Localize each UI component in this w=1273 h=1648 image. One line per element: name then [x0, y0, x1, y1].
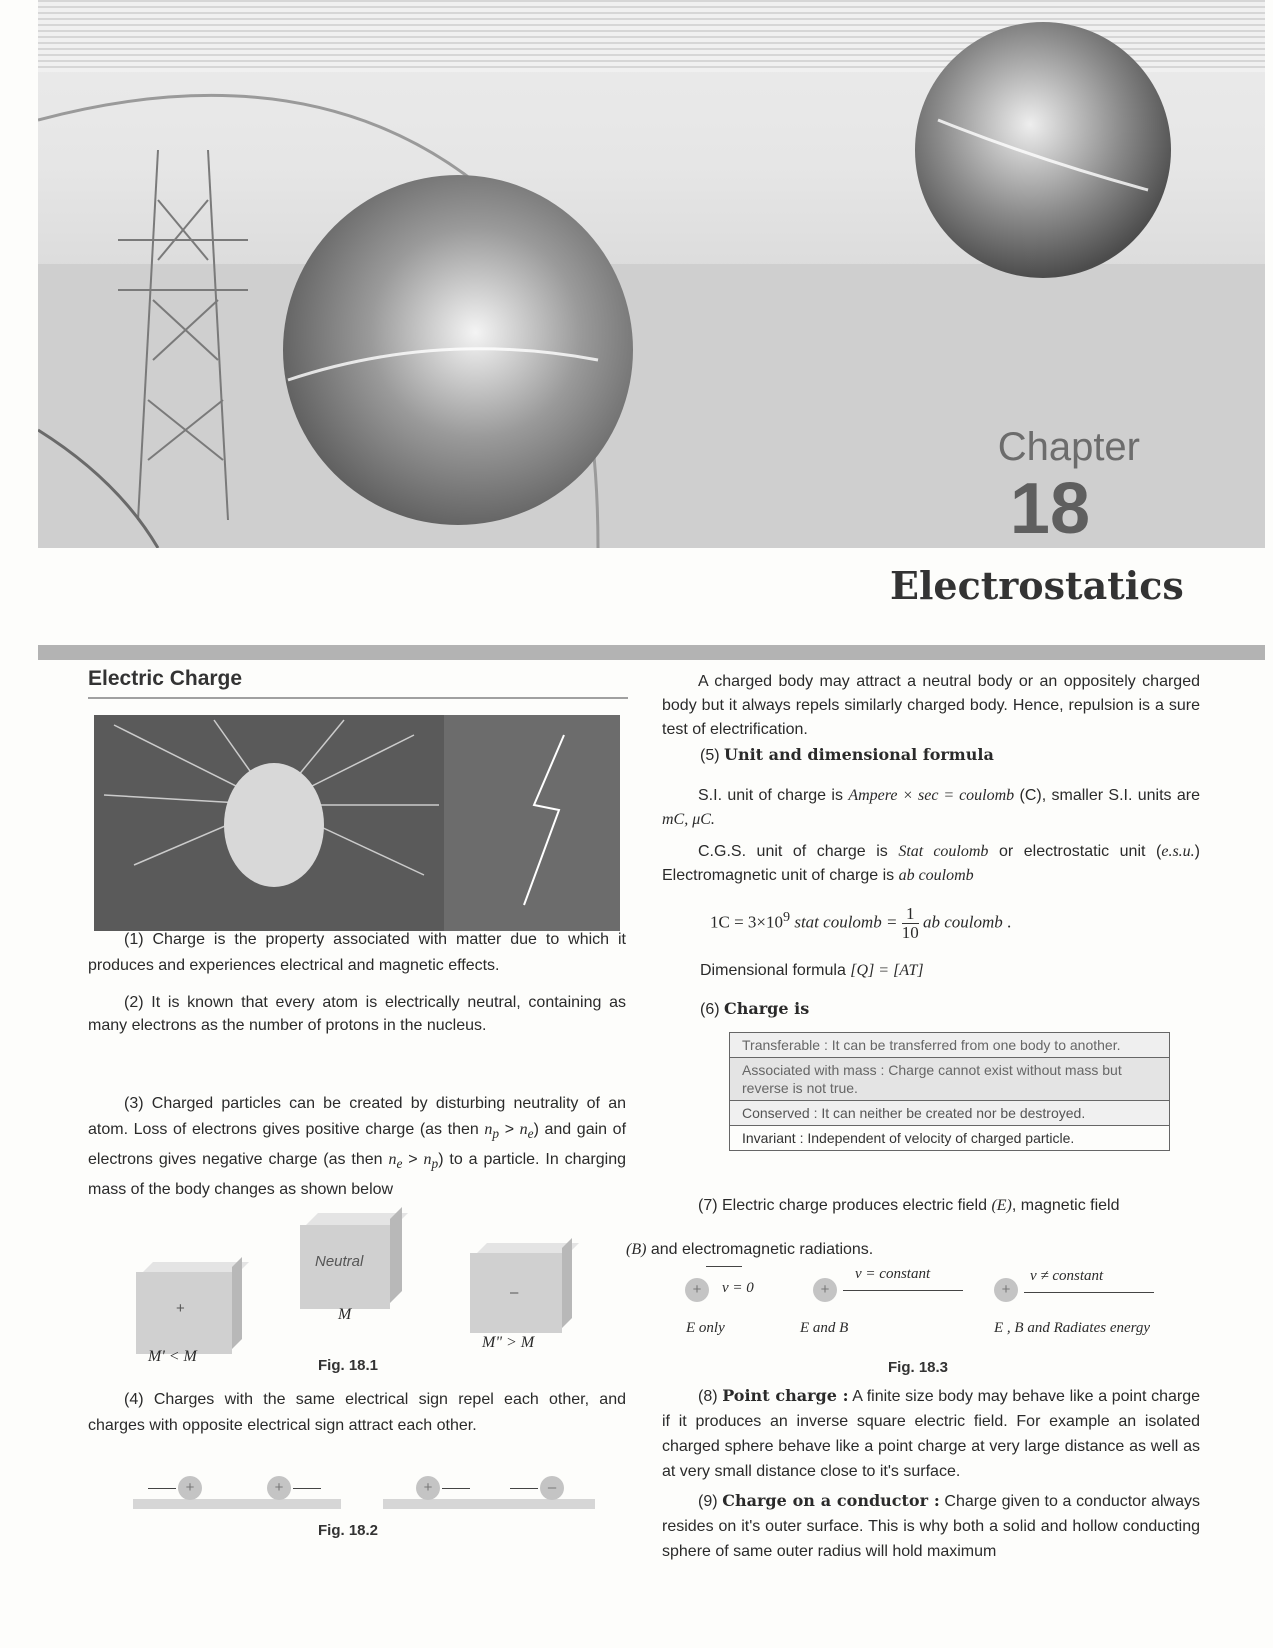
figure-caption: Fig. 18.2: [318, 1522, 379, 1539]
section-title: Unit and dimensional formula: [724, 745, 994, 764]
si-units: mC, μC.: [662, 811, 715, 828]
p3-var: n: [484, 1121, 493, 1138]
p3-text: (3) Charged particles can be created by disturbing neutrality of an atom. Loss of electrons gives positive charge (as then: [88, 1095, 626, 1138]
paragraph-2: (2) It is known that every atom is electrically neutral, containing as many electrons as the number of protons in the nucleus.: [88, 994, 626, 1034]
eq-exponent: 9: [783, 908, 791, 925]
tower-icon: [118, 150, 248, 520]
charge-plus: +: [685, 1278, 709, 1302]
si-text: (C), smaller S.I. units are: [1014, 787, 1200, 804]
arrow-right: [843, 1290, 963, 1291]
si-unit-paragraph: [662, 784, 1200, 832]
photo-illustration: [94, 715, 620, 931]
charge-plus: +: [267, 1476, 291, 1500]
section-number: (6): [700, 1001, 720, 1018]
section-rule: [88, 697, 628, 699]
paragraph-1: (1) Charge is the property associated with matter due to which it produces and experiences electrical and magnetic effects.: [88, 931, 626, 974]
chapter-banner: [38, 0, 1265, 548]
cgs-text: ) Electromagnetic unit of charge is: [662, 843, 1200, 884]
section-title: Charge on a conductor :: [722, 1491, 940, 1510]
p3-op: >: [499, 1121, 520, 1138]
p3-sub: p: [431, 1156, 439, 1172]
section-text: Charge given to a conductor always resides on it's outer surface. This is why both a solid and hollow conducting sphere of same outer radius will hold maximum: [662, 1493, 1201, 1560]
p3-text: ) and gain of electrons gives negative charge (as then: [88, 1121, 627, 1169]
eq-part: ab coulomb: [918, 912, 1003, 932]
cgs-term: e.s.u.: [1161, 843, 1195, 860]
eq-part: stat coulomb =: [790, 912, 902, 932]
table-row: [730, 1126, 1170, 1151]
p3-var: n: [388, 1151, 397, 1169]
neutral-label: Neutral: [315, 1253, 364, 1270]
label-radiates: E , B and Radiates energy: [994, 1320, 1151, 1336]
paragraph-3: [88, 1091, 626, 1203]
table-cell: Associated with mass : Charge cannot exist without mass but reverse is not true.: [730, 1058, 1170, 1101]
dim-text: Dimensional formula: [700, 962, 851, 979]
charge-equation: [710, 905, 1011, 942]
section-text: A finite size body may behave like a point charge if it produces an inverse square electric field. For example an isolated charged sphere behave like a point charge at very large distance as well as at very small distance close to it's surface.: [662, 1388, 1200, 1480]
chapter-title: Electrostatics: [890, 563, 1184, 608]
p3-op: >: [402, 1151, 424, 1169]
section-title: Point charge :: [722, 1386, 849, 1405]
velocity-constant: v = constant: [855, 1266, 931, 1282]
table-row: [730, 1101, 1170, 1126]
section-title: Charge is: [724, 999, 810, 1018]
section-number: (9): [698, 1493, 718, 1510]
s7-text: (7) Electric charge produces electric field: [698, 1197, 992, 1214]
p3-sub: e: [396, 1156, 403, 1172]
table-cell: Invariant : Independent of velocity of charged particle.: [730, 1126, 1170, 1151]
charge-plus: +: [416, 1476, 440, 1500]
arrow-right: [1024, 1292, 1154, 1293]
eq-denominator: 10: [901, 923, 919, 942]
static-hair-lightning-photo: [94, 715, 620, 931]
label-m-double-prime: M" > M: [482, 1334, 535, 1351]
arrow-right: [442, 1488, 470, 1489]
section-6-heading: [700, 999, 809, 1019]
cgs-text: or electrostatic unit (: [988, 843, 1162, 860]
section-7-paragraph: [626, 1184, 1200, 1272]
arrow-right: [293, 1488, 321, 1489]
minus-sign: –: [510, 1284, 519, 1301]
velocity-not-constant: v ≠ constant: [1030, 1268, 1104, 1284]
label-m-prime: M' < M: [148, 1348, 197, 1365]
section-number: (8): [698, 1388, 718, 1405]
p3-var: n: [519, 1121, 528, 1138]
plus-sign: +: [176, 1300, 185, 1317]
p3-sub: e: [527, 1126, 534, 1142]
arrow-left: [510, 1488, 538, 1489]
table-row: [730, 1058, 1170, 1101]
ground-left: [133, 1499, 341, 1509]
charge-properties-table: [729, 1032, 1170, 1151]
label-e-and-b: E and B: [800, 1320, 849, 1336]
section-5-heading: [700, 745, 994, 765]
s7-field: (E): [991, 1197, 1012, 1214]
section-9-paragraph: [662, 1488, 1200, 1564]
section-number: (5): [700, 747, 720, 764]
section-heading: Electric Charge: [88, 667, 243, 690]
arrow-right: [706, 1266, 742, 1267]
p3-sub: p: [492, 1126, 500, 1142]
s7-text: and electromagnetic radiations.: [646, 1241, 874, 1258]
cgs-text: C.G.S. unit of charge is: [698, 843, 899, 860]
paragraph-4: (4) Charges with the same electrical sign repel each other, and charges with opposite electrical sign attract each other.: [88, 1391, 626, 1434]
charge-plus: +: [813, 1278, 837, 1302]
si-text: S.I. unit of charge is: [698, 787, 849, 804]
dimensional-formula: [700, 958, 924, 984]
cgs-unit-paragraph: [662, 840, 1200, 888]
cgs-term: Stat coulomb: [898, 843, 989, 860]
header-rule: [38, 645, 1265, 660]
table-row: [730, 1033, 1170, 1058]
label-m: M: [338, 1306, 352, 1323]
s7-field: (B): [626, 1241, 647, 1258]
table-cell: Conserved : It can neither be created nor be destroyed.: [730, 1101, 1170, 1126]
charge-plus: +: [994, 1278, 1018, 1302]
ground-right: [383, 1499, 595, 1509]
s7-text: , magnetic field: [1011, 1197, 1120, 1214]
p3-var: n: [423, 1151, 432, 1169]
charge-plus: +: [178, 1476, 202, 1500]
eq-period: .: [1006, 912, 1012, 932]
eq-numerator: 1: [902, 905, 919, 924]
p3-text: ) to a particle. In charging mass of the body changes as shown below: [88, 1151, 626, 1199]
cgs-term: ab coulomb: [898, 867, 974, 884]
dim-formula: [Q] = [AT]: [850, 962, 924, 979]
label-e-only: E only: [686, 1320, 725, 1336]
arrow-left: [148, 1488, 176, 1489]
figure-caption: Fig. 18.3: [888, 1359, 949, 1376]
chapter-label: Chapter: [997, 425, 1140, 469]
intro-paragraph: A charged body may attract a neutral body or an oppositely charged body but it always repels similarly charged body. Hence, repulsion is a sure test of electrification.: [662, 673, 1200, 738]
table-cell: Transferable : It can be transferred from one body to another.: [730, 1033, 1170, 1058]
velocity-zero: v = 0: [722, 1280, 754, 1296]
si-formula: Ampere × sec = coulomb: [848, 787, 1015, 804]
eq-fraction: [902, 905, 919, 942]
chapter-number: 18: [1009, 469, 1090, 548]
charge-minus: –: [540, 1476, 564, 1500]
eq-part: 1C = 3×10: [710, 912, 784, 932]
figure-caption: Fig. 18.1: [318, 1357, 379, 1374]
finger-spark-image: [915, 22, 1171, 278]
section-8-paragraph: [662, 1383, 1200, 1484]
